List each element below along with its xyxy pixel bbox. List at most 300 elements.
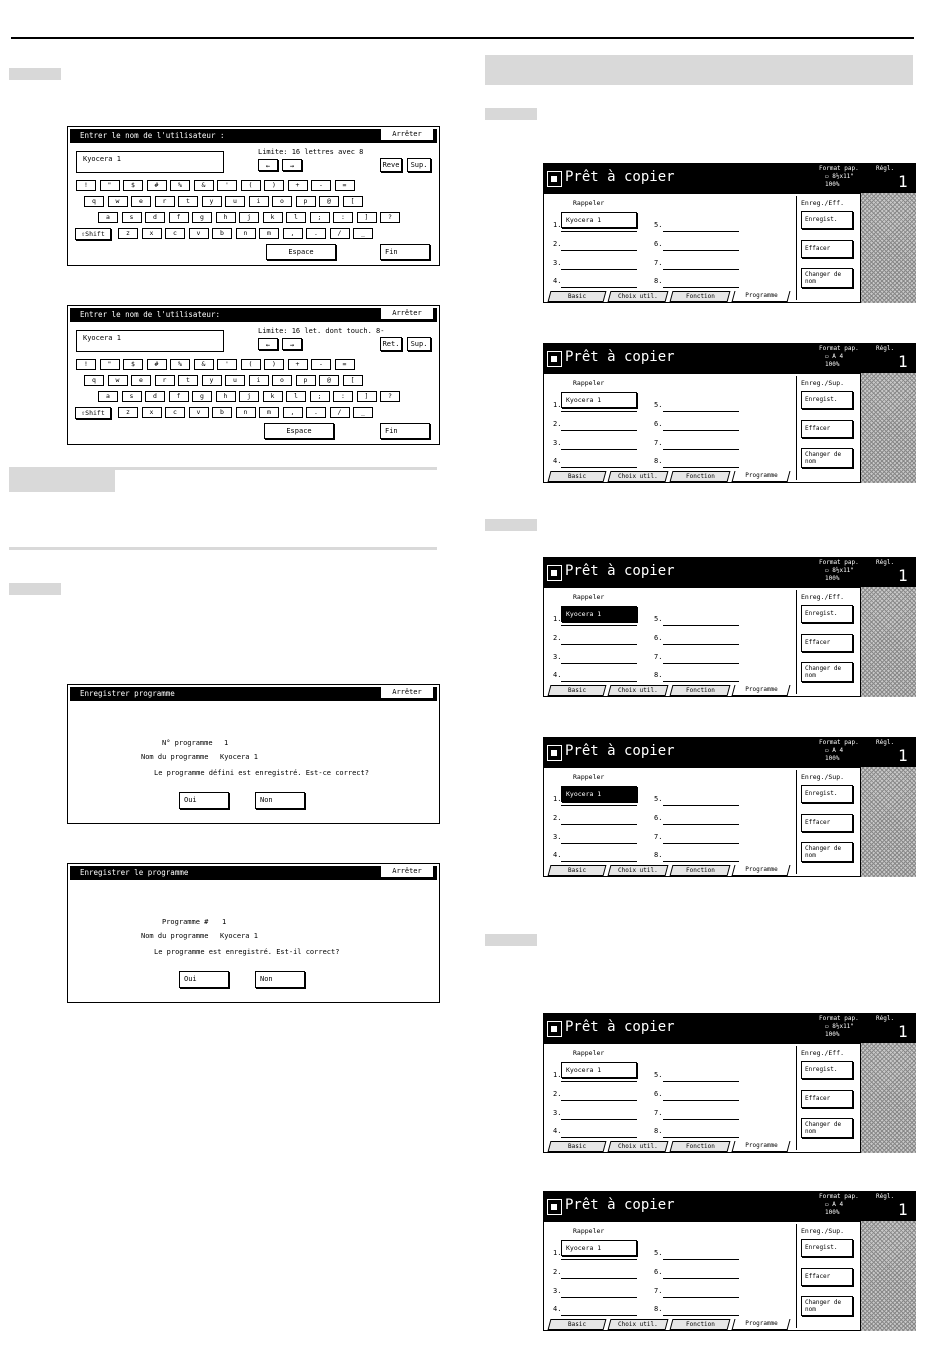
tab-basic[interactable] — [548, 291, 607, 302]
paper-size — [825, 567, 854, 574]
keyboard-key[interactable]: k — [263, 212, 283, 223]
tab-program[interactable] — [732, 471, 791, 482]
program-slot-1[interactable]: Kyocera 1 — [561, 212, 637, 228]
program-slot-line — [663, 1100, 739, 1101]
keyboard-key[interactable]: h — [216, 391, 236, 402]
keyboard-key[interactable]: v — [189, 228, 209, 239]
rename-button[interactable]: Changer de nom — [801, 1118, 853, 1138]
keyboard-key[interactable]: t — [178, 196, 198, 207]
keyboard-key[interactable]: m — [259, 228, 279, 239]
program-number: 2. — [553, 814, 562, 822]
keyboard-key[interactable]: v — [189, 407, 209, 418]
tab-label: Fonction — [685, 1143, 715, 1150]
hatched-area — [860, 1043, 916, 1153]
keyboard-key[interactable]: x — [142, 407, 162, 418]
name-input[interactable]: Kyocera 1 — [76, 330, 224, 352]
keyboard-key[interactable]: n — [236, 407, 256, 418]
keyboard-key[interactable]: o — [272, 375, 292, 386]
program-slot-line — [561, 449, 637, 450]
dialog-title: Enregistrer programme — [80, 689, 175, 698]
keyboard-key[interactable]: ) — [264, 180, 284, 191]
program-name-label: Nom du programme — [141, 753, 209, 761]
register-delete-label: Enreg./Eff. — [801, 199, 845, 207]
tab-bar — [543, 471, 863, 483]
limit-label: Limite: 16 let. dont touch. 8- — [258, 327, 385, 335]
program-slot-line — [561, 430, 637, 431]
program-number: 3. — [553, 1287, 562, 1295]
program-slot-line — [561, 1278, 637, 1279]
cursor-right-button[interactable]: → — [282, 338, 302, 350]
register-button[interactable]: Enregist. — [801, 211, 853, 229]
program-slot-1[interactable]: Kyocera 1 — [561, 606, 637, 622]
keyboard-key[interactable]: h — [216, 212, 236, 223]
copy-count: 1 — [898, 1200, 908, 1219]
tab-label: Choix util. — [618, 1143, 658, 1150]
keyboard-key[interactable]: , — [283, 407, 303, 418]
keyboard-key[interactable]: ? — [380, 212, 400, 223]
program-slot-line — [663, 449, 739, 450]
program-slot-line — [561, 467, 637, 468]
recall-label: Rappeler — [573, 593, 605, 601]
keyboard-key[interactable]: x — [142, 228, 162, 239]
tab-user-choice[interactable] — [608, 685, 669, 696]
keyboard-key[interactable]: o — [272, 196, 292, 207]
keyboard-key[interactable]: w — [108, 375, 128, 386]
keyboard-key[interactable]: a — [98, 212, 118, 223]
status-header — [543, 1191, 916, 1221]
program-name-value: Kyocera 1 — [220, 753, 258, 761]
keyboard-key[interactable]: ! — [76, 180, 96, 191]
program-slot-1[interactable]: Kyocera 1 — [561, 1062, 637, 1078]
tab-label: Programme — [745, 1142, 778, 1149]
keyboard-key[interactable]: % — [170, 180, 190, 191]
zoom-level: 100% — [825, 575, 840, 582]
keyboard-key[interactable]: s — [122, 212, 142, 223]
program-number: 8. — [654, 1127, 663, 1135]
keyboard-key[interactable]: _ — [353, 228, 373, 239]
tab-label: Fonction — [685, 687, 715, 694]
keyboard-key[interactable]: % — [170, 359, 190, 370]
name-input[interactable]: Kyocera 1 — [76, 151, 224, 173]
keyboard-key[interactable]: ] — [357, 391, 377, 402]
stop-button[interactable]: Arrêter — [381, 866, 433, 877]
delete-button[interactable]: Effacer — [801, 1090, 853, 1108]
tab-label: Fonction — [685, 1321, 715, 1328]
keyboard-key[interactable]: y — [202, 375, 222, 386]
backspace-button[interactable]: Ret. — [380, 337, 402, 351]
program-number: 6. — [654, 814, 663, 822]
copy-count: 1 — [898, 352, 908, 371]
copy-count: 1 — [898, 566, 908, 585]
keyboard-key[interactable]: ; — [310, 391, 330, 402]
document-icon — [547, 565, 562, 581]
keyboard-key[interactable]: j — [239, 212, 259, 223]
program-slot-line — [561, 411, 637, 412]
rename-button[interactable]: Changer de nom — [801, 1296, 853, 1316]
keyboard-key[interactable]: e — [131, 196, 151, 207]
dialog-title: Entrer le nom de l'utilisateur: — [80, 310, 220, 319]
keyboard-key[interactable]: e — [131, 375, 151, 386]
program-slot-line — [561, 1315, 637, 1316]
keyboard-key[interactable]: p — [296, 196, 316, 207]
program-number-value: 1 — [224, 739, 229, 747]
register-confirm-dialog — [67, 863, 440, 1003]
keyboard-key[interactable]: , — [283, 228, 303, 239]
keyboard-key[interactable]: ] — [357, 212, 377, 223]
recall-label: Rappeler — [573, 379, 605, 387]
program-slot-line — [561, 644, 637, 645]
keyboard-key[interactable]: + — [288, 180, 308, 191]
program-slot-line — [663, 287, 739, 288]
delete-button[interactable]: Effacer — [801, 814, 853, 832]
keyboard-key[interactable]: : — [333, 391, 353, 402]
cursor-left-button[interactable]: ← — [258, 159, 278, 171]
note-bottom-rule — [9, 547, 437, 550]
keyboard-key[interactable]: q — [84, 375, 104, 386]
keyboard-key[interactable]: - — [311, 180, 331, 191]
space-key[interactable]: Espace — [264, 423, 334, 439]
tab-label: Choix util. — [618, 293, 658, 300]
rename-button[interactable]: Changer de nom — [801, 448, 853, 468]
copy-count: 1 — [898, 746, 908, 765]
keyboard-key[interactable]: c — [165, 228, 185, 239]
tab-function[interactable] — [670, 685, 731, 696]
program-slot-line — [663, 625, 739, 626]
hatched-area — [860, 767, 916, 877]
tab-label: Choix util. — [618, 867, 658, 874]
keyboard-key[interactable]: " — [100, 180, 120, 191]
tab-program[interactable] — [732, 1141, 791, 1152]
keyboard-key[interactable]: & — [194, 359, 214, 370]
register-button[interactable]: Enregist. — [801, 1061, 853, 1079]
keyboard-key[interactable]: a — [98, 391, 118, 402]
tab-label: Choix util. — [618, 687, 658, 694]
keyboard-key[interactable]: k — [263, 391, 283, 402]
status-header — [543, 737, 916, 767]
paper-size-value: A 4 — [832, 747, 844, 754]
paper-size — [825, 747, 843, 754]
shift-label: Shift — [85, 409, 105, 417]
program-number: 8. — [654, 1305, 663, 1313]
program-slot-line — [561, 663, 637, 664]
hatched-area — [860, 373, 916, 483]
shift-key[interactable] — [75, 228, 111, 240]
keyboard-key[interactable]: z — [118, 228, 138, 239]
keyboard-key[interactable]: b — [212, 407, 232, 418]
stop-button[interactable]: Arrêter — [381, 687, 433, 698]
program-slot-line — [663, 467, 739, 468]
paper-tray-icon: ▭ — [825, 747, 833, 754]
keyboard-key[interactable]: p — [296, 375, 316, 386]
tab-function[interactable] — [670, 1319, 731, 1330]
zoom-level: 100% — [825, 181, 840, 188]
keyboard-key[interactable]: . — [306, 228, 326, 239]
rename-button[interactable]: Changer de nom — [801, 662, 853, 682]
document-icon — [547, 745, 562, 761]
program-slot-line — [663, 663, 739, 664]
document-icon — [547, 171, 562, 187]
keyboard-key[interactable]: ( — [241, 180, 261, 191]
status-header — [543, 1013, 916, 1043]
program-number: 7. — [654, 439, 663, 447]
tab-bar — [543, 291, 863, 303]
copies-label: Régl. — [876, 1015, 895, 1022]
keyboard-key[interactable]: q — [84, 196, 104, 207]
keyboard-key[interactable]: f — [169, 212, 189, 223]
program-slot-line — [561, 805, 637, 806]
cursor-left-button[interactable]: ← — [258, 338, 278, 350]
tab-user-choice[interactable] — [608, 1141, 669, 1152]
dialog-title: Entrer le nom de l'utilisateur : — [80, 131, 225, 140]
program-number: 1. — [553, 615, 562, 623]
program-slot-line — [663, 1081, 739, 1082]
keyboard-key[interactable]: _ — [353, 407, 373, 418]
tab-label: Fonction — [685, 473, 715, 480]
program-number: 4. — [553, 277, 562, 285]
tab-function[interactable] — [670, 471, 731, 482]
tab-basic[interactable] — [548, 1141, 607, 1152]
tab-user-choice[interactable] — [608, 1319, 669, 1330]
program-number: 6. — [654, 1268, 663, 1276]
keyboard-key[interactable]: r — [155, 375, 175, 386]
tab-program[interactable] — [732, 1319, 791, 1330]
keyboard-key[interactable]: u — [225, 196, 245, 207]
program-number: 5. — [654, 795, 663, 803]
cursor-right-button[interactable]: → — [282, 159, 302, 171]
register-button[interactable]: Enregist. — [801, 1239, 853, 1257]
delete-button[interactable]: Effacer — [801, 1268, 853, 1286]
tab-label: Programme — [745, 1320, 778, 1327]
program-number: 5. — [654, 1071, 663, 1079]
program-slot-1[interactable]: Kyocera 1 — [561, 1240, 637, 1256]
copier-screen — [543, 343, 916, 483]
program-number: 6. — [654, 1090, 663, 1098]
keyboard-key[interactable]: f — [169, 391, 189, 402]
paper-tray-icon: ▭ — [825, 1023, 833, 1030]
program-slot-line — [663, 843, 739, 844]
program-number: 6. — [654, 240, 663, 248]
status-title: Prêt à copier — [565, 1019, 675, 1035]
copier-screen — [543, 737, 916, 877]
keyboard-key[interactable]: $ — [123, 180, 143, 191]
tab-basic[interactable] — [548, 471, 607, 482]
shift-key[interactable] — [75, 407, 111, 419]
keyboard-key[interactable]: ? — [380, 391, 400, 402]
paper-format-label: Format pap. — [819, 345, 859, 352]
keyboard-key[interactable]: ) — [264, 359, 284, 370]
tab-function[interactable] — [670, 865, 731, 876]
keyboard-key[interactable]: l — [286, 391, 306, 402]
program-number: 3. — [553, 653, 562, 661]
keyboard-key[interactable]: y — [202, 196, 222, 207]
program-number: 2. — [553, 420, 562, 428]
delete-button[interactable]: Sup. — [407, 337, 431, 351]
program-slot-line — [561, 625, 637, 626]
keyboard-key[interactable]: ( — [241, 359, 261, 370]
delete-button[interactable]: Effacer — [801, 240, 853, 258]
keyboard-key[interactable]: ! — [76, 359, 96, 370]
program-number: 4. — [553, 1305, 562, 1313]
step-marker — [485, 108, 537, 120]
keyboard-key[interactable]: l — [286, 212, 306, 223]
keyboard-key[interactable]: & — [194, 180, 214, 191]
program-number: 7. — [654, 259, 663, 267]
paper-format-label: Format pap. — [819, 1015, 859, 1022]
keyboard-key[interactable]: i — [249, 375, 269, 386]
keyboard-key[interactable]: u — [225, 375, 245, 386]
step-marker — [485, 519, 537, 531]
keyboard-key[interactable]: / — [330, 228, 350, 239]
tab-label: Programme — [745, 866, 778, 873]
keyboard-key[interactable]: g — [192, 212, 212, 223]
tab-label: Programme — [745, 472, 778, 479]
tab-basic[interactable] — [548, 865, 607, 876]
tab-label: Programme — [745, 292, 778, 299]
program-slot-line — [561, 231, 637, 232]
register-button[interactable]: Enregist. — [801, 605, 853, 623]
tab-user-choice[interactable] — [608, 471, 669, 482]
tab-program[interactable] — [732, 291, 791, 302]
copies-label: Régl. — [876, 165, 895, 172]
tab-user-choice[interactable] — [608, 291, 669, 302]
keyboard-key[interactable]: @ — [319, 375, 339, 386]
register-confirm-dialog — [67, 684, 440, 824]
register-delete-label: Enreg./Eff. — [801, 1049, 845, 1057]
copier-screen — [543, 1191, 916, 1331]
space-key[interactable]: Espace — [266, 244, 336, 260]
keyboard-key[interactable]: j — [239, 391, 259, 402]
program-number: 8. — [654, 851, 663, 859]
program-slot-line — [663, 430, 739, 431]
keyboard-key[interactable]: [ — [343, 375, 363, 386]
program-slot-line — [561, 1137, 637, 1138]
keyboard-key[interactable]: c — [165, 407, 185, 418]
backspace-button[interactable]: Reve — [380, 158, 402, 172]
keyboard-key[interactable]: b — [212, 228, 232, 239]
keyboard-key[interactable]: ' — [217, 180, 237, 191]
keyboard-key[interactable]: . — [306, 407, 326, 418]
keyboard-key[interactable]: i — [249, 196, 269, 207]
yes-button[interactable]: Oui — [179, 792, 229, 809]
limit-label: Limite: 16 lettres avec 8 — [258, 148, 364, 156]
register-button[interactable]: Enregist. — [801, 391, 853, 409]
keyboard-key[interactable]: ' — [217, 359, 237, 370]
copies-label: Régl. — [876, 559, 895, 566]
keyboard-key[interactable]: n — [236, 228, 256, 239]
note-label — [9, 470, 115, 492]
no-button[interactable]: Non — [255, 971, 305, 988]
shift-icon: ⇧ — [81, 409, 86, 417]
paper-size — [825, 1023, 854, 1030]
stop-button[interactable]: Arrêter — [381, 129, 433, 140]
keyboard-key[interactable]: # — [147, 359, 167, 370]
tab-basic[interactable] — [548, 1319, 607, 1330]
tab-basic[interactable] — [548, 685, 607, 696]
keyboard-key[interactable]: : — [333, 212, 353, 223]
program-number-label: N° programme — [162, 739, 213, 747]
keyboard-key[interactable]: " — [100, 359, 120, 370]
keyboard-key[interactable]: w — [108, 196, 128, 207]
tab-function[interactable] — [670, 291, 731, 302]
tab-user-choice[interactable] — [608, 865, 669, 876]
rename-button[interactable]: Changer de nom — [801, 268, 853, 288]
program-number: 2. — [553, 1090, 562, 1098]
program-slot-line — [561, 1081, 637, 1082]
program-slot-line — [561, 250, 637, 251]
hatched-area — [860, 1221, 916, 1331]
yes-button[interactable]: Oui — [179, 971, 229, 988]
delete-button[interactable]: Effacer — [801, 634, 853, 652]
tab-program[interactable] — [732, 865, 791, 876]
tab-function[interactable] — [670, 1141, 731, 1152]
delete-button[interactable]: Effacer — [801, 420, 853, 438]
keyboard-key[interactable]: # — [147, 180, 167, 191]
keyboard-key[interactable]: = — [335, 359, 355, 370]
program-slot-1[interactable]: Kyocera 1 — [561, 786, 637, 802]
keyboard-key[interactable]: @ — [319, 196, 339, 207]
delete-button[interactable]: Sup. — [407, 158, 431, 172]
program-slot-line — [561, 861, 637, 862]
name-entry-dialog — [67, 126, 440, 266]
rename-button[interactable]: Changer de nom — [801, 842, 853, 862]
program-number: 2. — [553, 634, 562, 642]
keyboard-key[interactable]: = — [335, 180, 355, 191]
keyboard-key[interactable]: + — [288, 359, 308, 370]
program-slot-line — [663, 1259, 739, 1260]
program-number: 6. — [654, 420, 663, 428]
confirm-question: Le programme est enregistré. Est-il correct? — [154, 948, 340, 956]
keyboard-key[interactable]: m — [259, 407, 279, 418]
keyboard-key[interactable]: r — [155, 196, 175, 207]
end-button[interactable]: Fin — [380, 423, 430, 439]
keyboard-key[interactable]: ; — [310, 212, 330, 223]
tab-program[interactable] — [732, 685, 791, 696]
tab-label: Programme — [745, 686, 778, 693]
program-slot-line — [561, 1259, 637, 1260]
keyboard-key[interactable]: [ — [343, 196, 363, 207]
no-button[interactable]: Non — [255, 792, 305, 809]
program-slot-1[interactable]: Kyocera 1 — [561, 392, 637, 408]
keyboard-key[interactable]: t — [178, 375, 198, 386]
paper-size — [825, 173, 854, 180]
hatched-area — [860, 193, 916, 303]
keyboard-key[interactable]: $ — [123, 359, 143, 370]
program-slot-line — [663, 824, 739, 825]
stop-button[interactable]: Arrêter — [381, 308, 433, 319]
tab-label: Basic — [567, 1321, 587, 1328]
keyboard-key[interactable]: / — [330, 407, 350, 418]
program-slot-line — [561, 1119, 637, 1120]
name-entry-dialog — [67, 305, 440, 445]
program-slot-line — [663, 1278, 739, 1279]
keyboard-key[interactable]: z — [118, 407, 138, 418]
step-marker — [9, 68, 61, 80]
keyboard-key[interactable]: s — [122, 391, 142, 402]
keyboard-key[interactable]: - — [311, 359, 331, 370]
keyboard-key[interactable]: g — [192, 391, 212, 402]
status-header — [543, 557, 916, 587]
keyboard-key[interactable]: d — [145, 212, 165, 223]
recall-label: Rappeler — [573, 1049, 605, 1057]
register-button[interactable]: Enregist. — [801, 785, 853, 803]
status-title: Prêt à copier — [565, 1197, 675, 1213]
end-button[interactable]: Fin — [380, 244, 430, 260]
status-header — [543, 343, 916, 373]
program-number: 7. — [654, 1287, 663, 1295]
program-number: 8. — [654, 457, 663, 465]
keyboard-key[interactable]: d — [145, 391, 165, 402]
program-number: 4. — [553, 457, 562, 465]
